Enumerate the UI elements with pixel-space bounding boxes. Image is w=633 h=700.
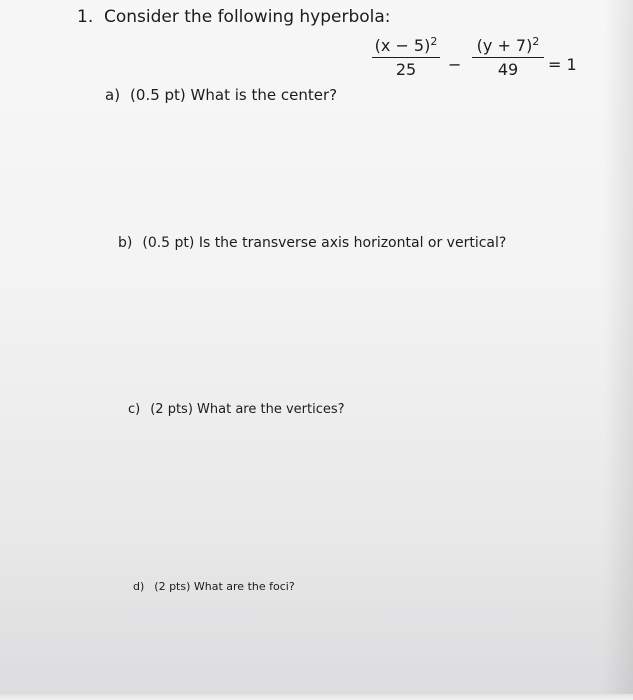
question-a-text: (0.5 pt) What is the center? [130,86,338,104]
question-c-text: (2 pts) What are the vertices? [150,402,345,417]
page-edge [0,694,633,700]
question-a [105,86,337,104]
question-b-text: (0.5 pt) Is the transverse axis horizontal or vertical? [142,235,507,251]
question-d-label: d) [133,580,145,593]
question-b-label: b) [118,235,133,251]
equation-rhs: = 1 [548,55,577,74]
fraction-x-numerator: $(x - 5)^2$ [374,35,438,55]
problem-number: 1. [77,7,94,27]
question-b [118,235,506,251]
page-shadow [603,0,633,700]
question-d [133,580,295,593]
fraction-y-denominator: 49 [497,60,519,79]
problem-title: Consider the following hyperbola: [104,7,391,27]
exponent: 2 [532,35,540,48]
question-d-text: (2 pts) What are the foci? [154,580,295,593]
exponent: 2 [430,35,438,48]
question-a-label: a) [105,86,121,104]
hyperbola-equation [372,35,582,95]
fraction-x-denominator: 25 [395,60,417,79]
minus-sign: − [448,55,462,74]
fraction-y-numerator: $(y + 7)^2$ [476,35,540,55]
question-c-label: c) [128,402,141,417]
question-c [128,402,345,417]
fraction-y-term [472,35,544,79]
fraction-x-term [372,35,440,79]
